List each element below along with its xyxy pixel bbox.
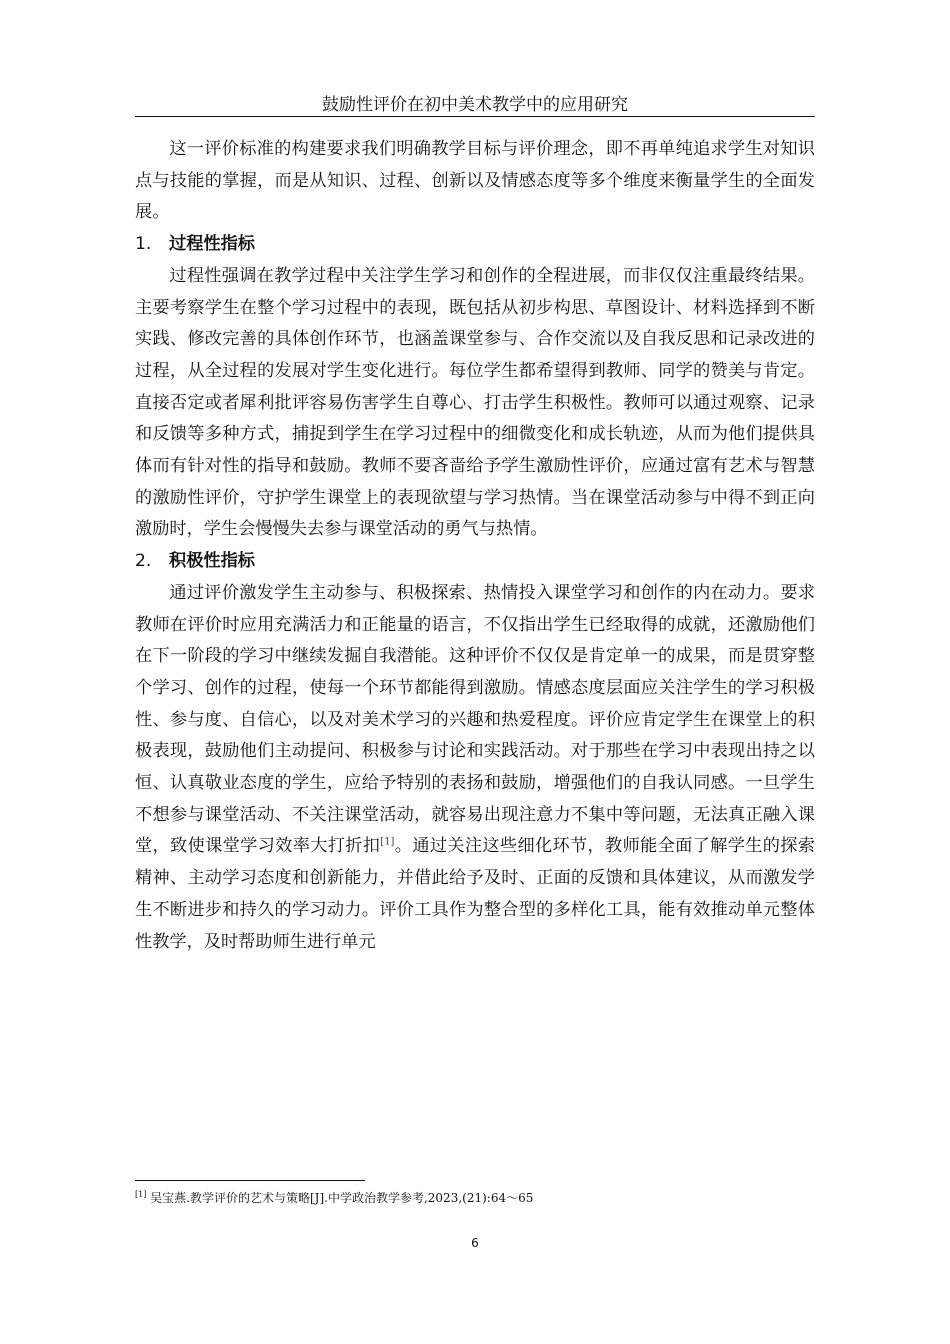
intro-paragraph: 这一评价标准的构建要求我们明确教学目标与评价理念，即不再单纯追求学生对知识点与技能的掌握，而是从知识、过程、创新以及情感态度等多个维度来衡量学生的全面发展。 (135, 139, 815, 223)
process-indicator-paragraph: 过程性强调在教学过程中关注学生学习和创作的全程进展，而非仅仅注重最终结果。主要考察学生在整个学习过程中的表现，既包括从初步构思、草图设计、材料选择到不断实践、修改完善的具体创作环节，也涵盖课堂参与、合作交流以及自我反思和记录改进的过程，从全过程的发展对学生变化进行。每位学生都希望得到教师、同学的赞美与肯定。直接否定或者犀利批评容易伤害学生自尊心、打击学生积极性。教师可以通过观察、记录和反馈等多种方式，捕捉到学生在学习过程中的细微变化和成长轨迹，从而为他们提供具体而有针对性的指导和鼓励。教师不要吝啬给予学生激励性评价，应通过富有艺术与智慧的激励性评价，守护学生课堂上的表现欲望与学习热情。当在课堂活动参与中得不到正向激励时，学生会慢慢失去参与课堂活动的勇气与热情。 (135, 265, 815, 540)
citation-marker: [1] (380, 836, 395, 848)
paragraph-text: 。通过关注这些细化环节，教师能全面了解学生的探索精神、主动学习态度和创新能力，并借此给予及时、正面的反馈和具体建议，从而激发学生不断进步和持久的学习动力。评价工具作为整合型的多样化工具，能有效推动单元整体性教学，及时帮助师生进行单元 (135, 836, 815, 952)
main-body (135, 134, 815, 958)
section-number: 2. (135, 551, 152, 572)
running-header-title: 鼓励性评价在初中美术教学中的应用研究 (322, 95, 628, 115)
section-heading-enthusiasm (135, 546, 815, 578)
enthusiasm-indicator-paragraph (135, 578, 815, 958)
footnote (135, 1189, 815, 1207)
header-divider (135, 116, 815, 117)
footnote-text: 吴宝燕.教学评价的艺术与策略[J].中学政治教学参考,2023,(21):64～65 (150, 1191, 534, 1205)
section-heading-text: 积极性指标 (169, 551, 255, 572)
section-heading-process (135, 229, 815, 261)
section-heading-text: 过程性指标 (169, 234, 255, 255)
page-number: 6 (471, 1236, 479, 1250)
section-number: 1. (135, 234, 152, 255)
paragraph-text: 通过评价激发学生主动参与、积极探索、热情投入课堂学习和创作的内在动力。要求教师在评价时应用充满活力和正能量的语言，不仅指出学生已经取得的成就，还激励他们在下一阶段的学习中继续发掘自我潜能。这种评价不仅仅是肯定单一的成果，而是贯穿整个学习、创作的过程，使每一个环节都能得到激励。情感态度层面应关注学生的学习积极性、参与度、自信心，以及对美术学习的兴趣和热爱程度。评价应肯定学生在课堂上的积极表现，鼓励他们主动提问、积极参与讨论和实践活动。对于那些在学习中表现出持之以恒、认真敬业态度的学生，应给予特别的表扬和鼓励，增强他们的自我认同感。一旦学生不想参与课堂活动、不关注课堂活动，就容易出现注意力不集中等问题，无法真正融入课堂，致使课堂学习效率大打折扣 (135, 582, 815, 857)
footnote-divider (135, 1180, 365, 1181)
footnote-marker: [1] (135, 1190, 147, 1199)
